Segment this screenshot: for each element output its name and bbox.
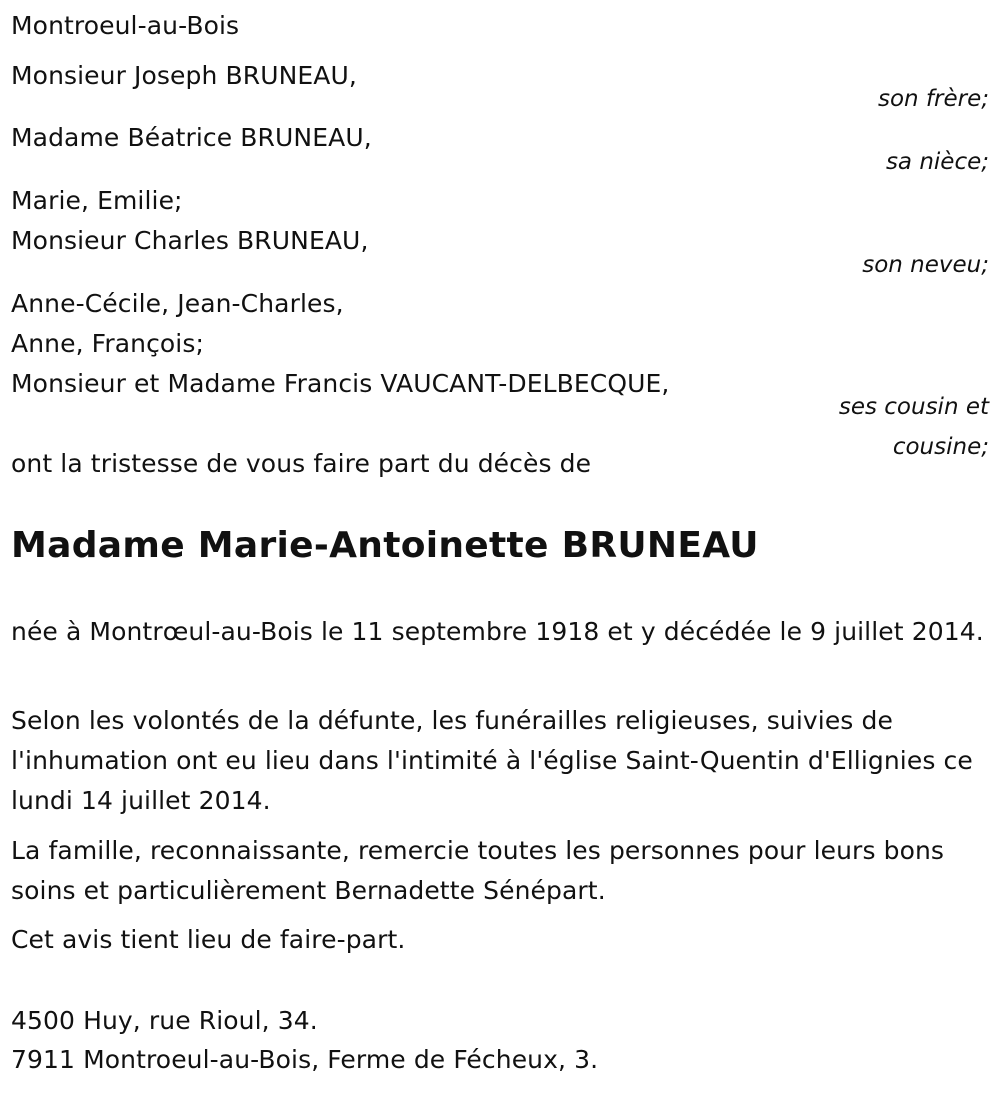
family-line-beatrice: Madame Béatrice BRUNEAU, — [11, 123, 372, 152]
family-line-joseph: Monsieur Joseph BRUNEAU, — [11, 61, 357, 90]
family-line-anne-francois: Anne, François; — [11, 329, 205, 358]
deceased-name: Madame Marie-Antoinette BRUNEAU — [11, 525, 759, 566]
address-montroeul: 7911 Montroeul-au-Bois, Ferme de Fécheux, 3. — [11, 1045, 599, 1074]
family-line-charles: Monsieur Charles BRUNEAU, — [11, 226, 369, 255]
notice-paragraph: Cet avis tient lieu de faire-part. — [11, 925, 406, 954]
place-header: Montroeul-au-Bois — [11, 11, 240, 40]
family-line-anne-cecile: Anne-Cécile, Jean-Charles, — [11, 289, 344, 318]
relation-cousins-2: cousine; — [892, 434, 989, 460]
birth-death-paragraph: née à Montrœul-au-Bois le 11 septembre 1918 et y décédée le 9 juillet 2014. — [11, 617, 984, 646]
relation-nephew: son neveu; — [862, 252, 989, 278]
funeral-paragraph: Selon les volontés de la défunte, les funérailles religieuses, suivies de l'inhumation ont eu lieu dans l'intimité à l'église Saint-Quentin d'Ellignies ce lundi 14 juillet 2014. — [11, 706, 973, 815]
address-huy: 4500 Huy, rue Rioul, 34. — [11, 1006, 318, 1035]
thanks-paragraph: La famille, reconnaissante, remercie toutes les personnes pour leurs bons soins et particulièrement Bernadette Sénépart. — [11, 836, 945, 905]
family-line-vaucant: Monsieur et Madame Francis VAUCANT-DELBECQUE, — [11, 369, 670, 398]
family-line-marie-emilie: Marie, Emilie; — [11, 186, 183, 215]
relation-brother: son frère; — [877, 86, 989, 112]
announcement-intro: ont la tristesse de vous faire part du décès de — [11, 449, 592, 478]
relation-cousins-1: ses cousin et — [838, 394, 989, 420]
relation-niece: sa nièce; — [885, 149, 989, 175]
